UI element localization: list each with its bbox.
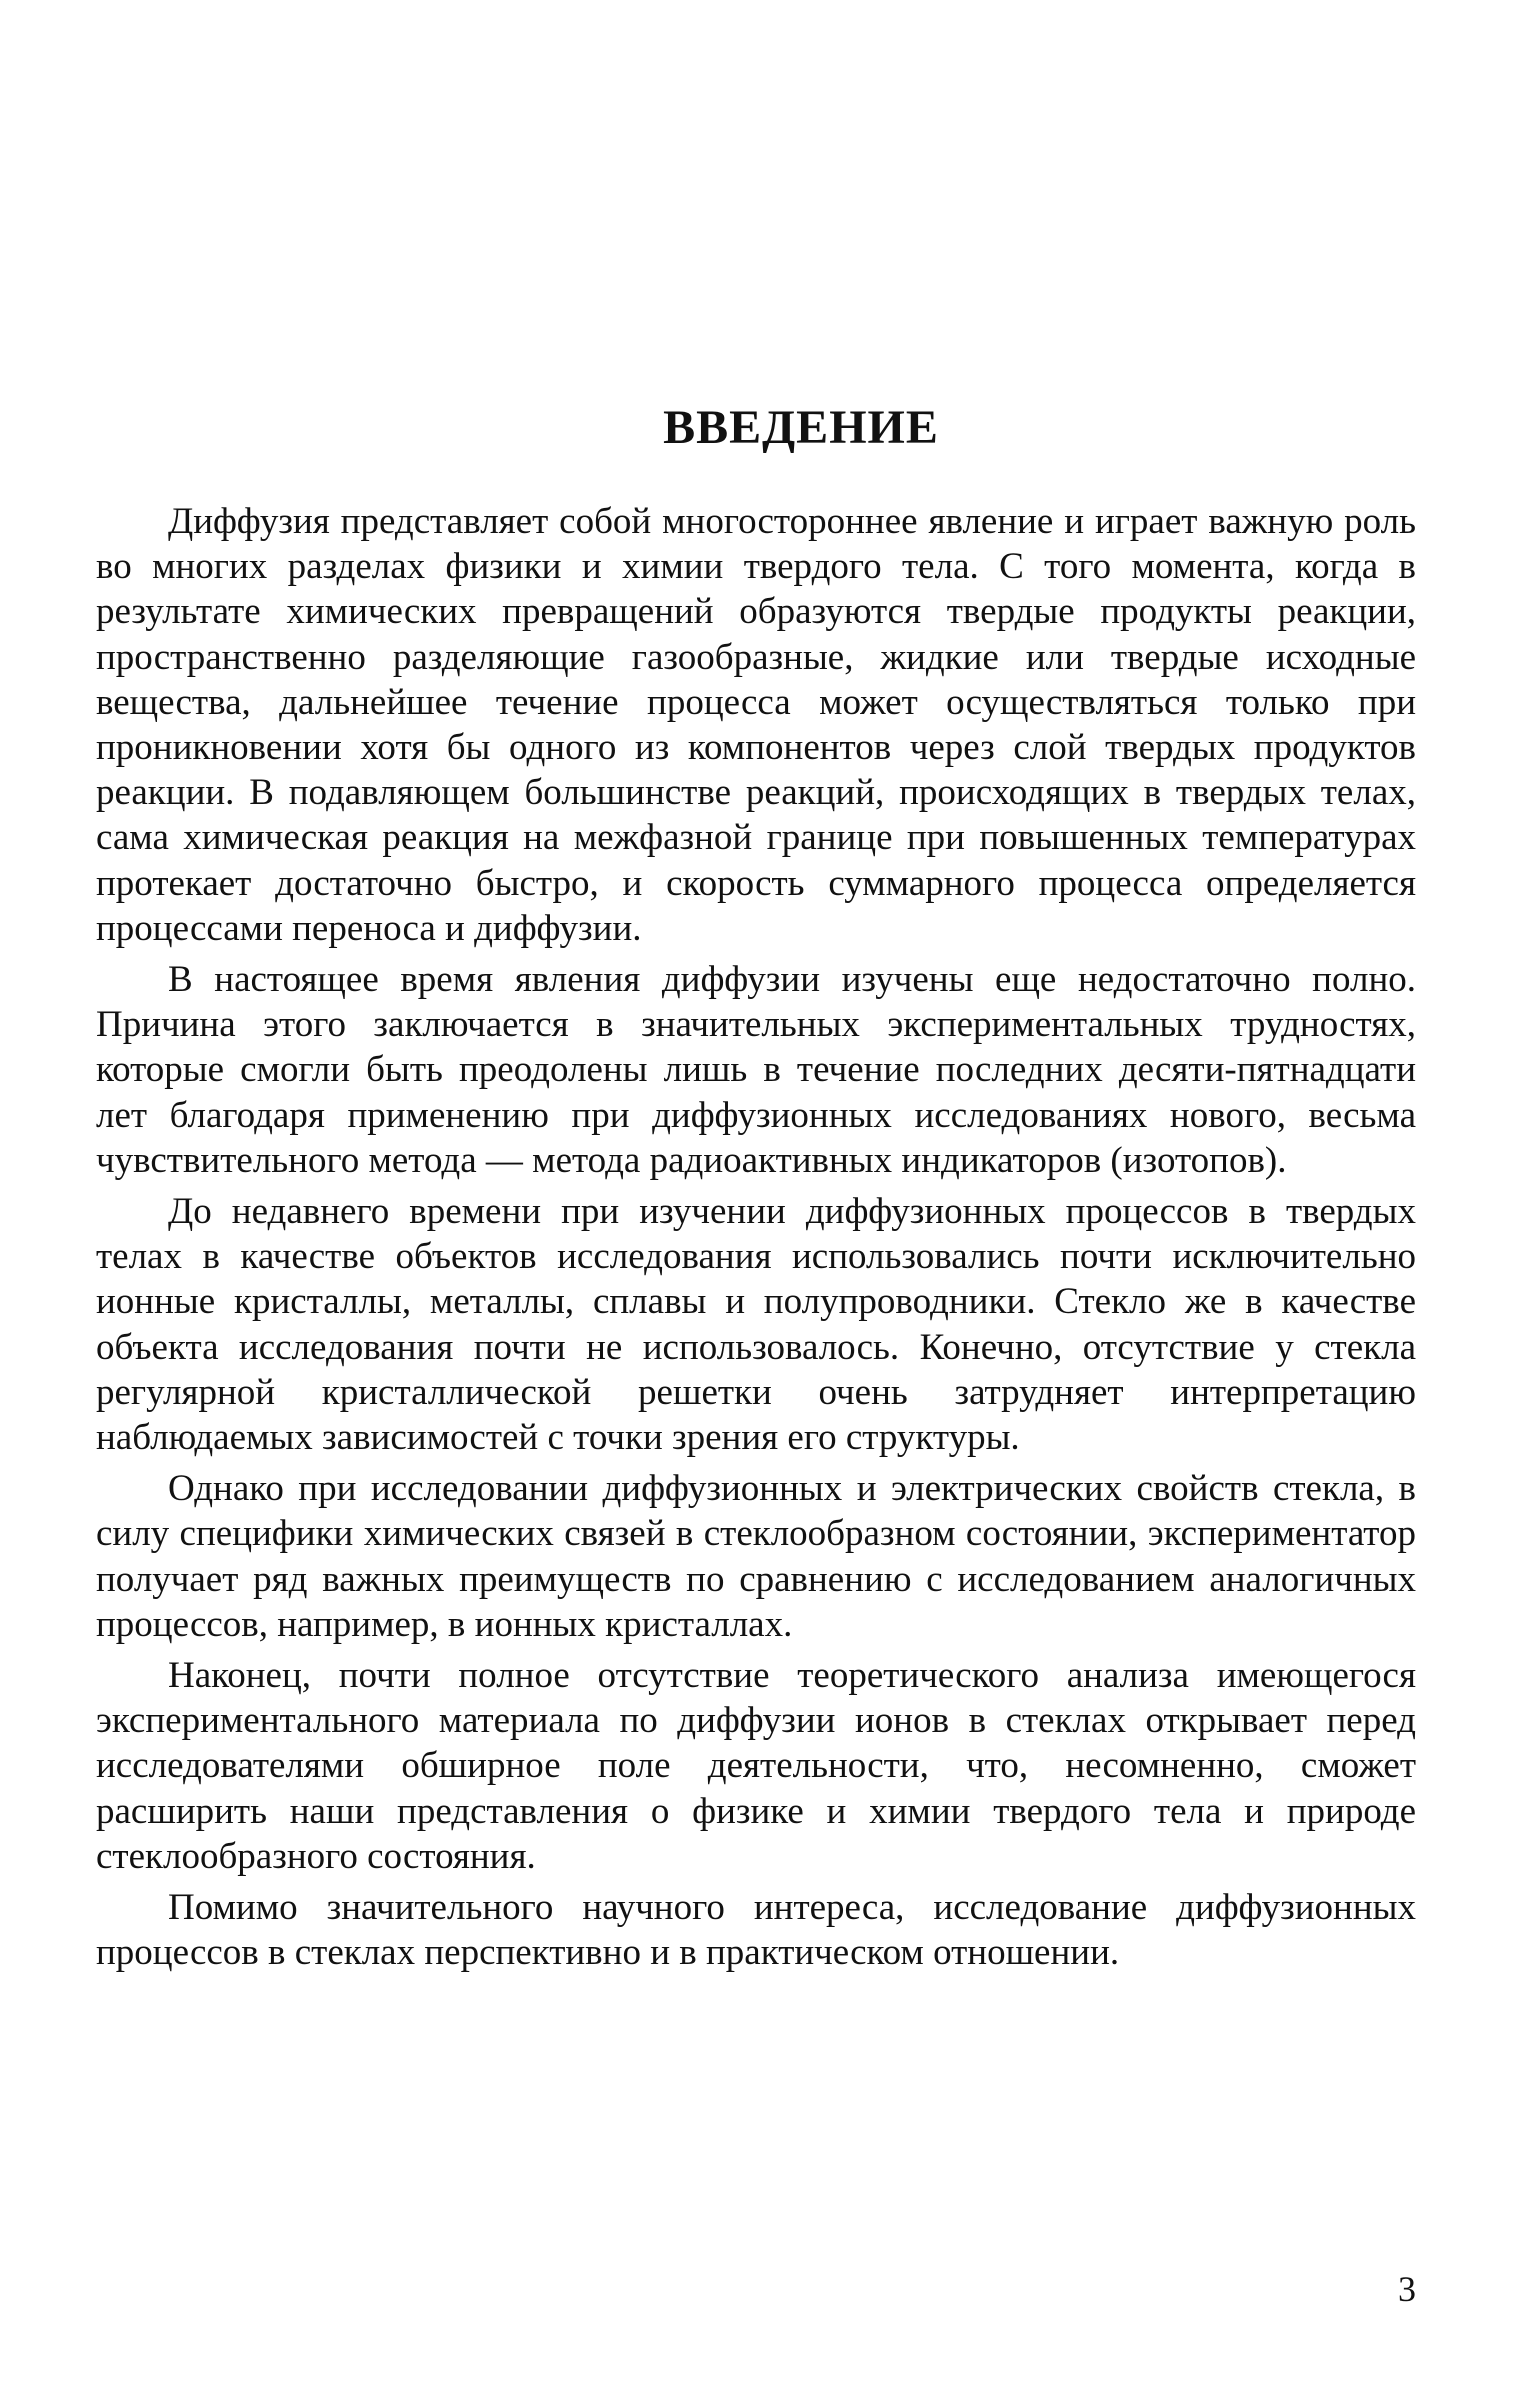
page-number: 3	[1398, 2269, 1416, 2309]
paragraph: В настоящее время явления диффузии изучены еще недостаточно полно. Причина этого заключается в значительных экспериментальных трудностях, которые смогли быть преодолены лишь в течение последних десяти-пятнадцати лет благодаря применению при диффузионных исследованиях нового, весьма чувствительного метода — метода радиоактивных индикаторов (изотопов).	[96, 959, 1416, 1181]
paragraph: До недавнего времени при изучении диффузионных процессов в твердых телах в качестве объектов исследования использовались почти исключительно ионные кристаллы, металлы, сплавы и полупроводники. Стекло же в качестве объекта исследования почти не использовалось. Конечно, отсутствие у стекла регулярной кристаллической решетки очень затрудняет интерпретацию наблюдаемых зависимостей с точки зрения его структуры.	[96, 1191, 1416, 1459]
paragraph: Наконец, почти полное отсутствие теоретического анализа имеющегося экспериментального материала по диффузии ионов в стеклах открывает перед исследователями обширное поле деятельности, что, несомненно, сможет расширить наши представления о физике и химии твердого тела и природе стеклообразного состояния.	[96, 1655, 1416, 1877]
paragraph: Однако при исследовании диффузионных и электрических свойств стекла, в силу специфики химических связей в стеклообразном состоянии, экспериментатор получает ряд важных преимуществ по сравнению с исследованием аналогичных процессов, например, в ионных кристаллах.	[96, 1468, 1416, 1645]
paragraph: Помимо значительного научного интереса, исследование диффузионных процессов в стеклах перспективно и в практическом отношении.	[96, 1887, 1416, 1974]
paragraph: Диффузия представляет собой многостороннее явление и играет важную роль во многих разделах физики и химии твердого тела. С того момента, когда в результате химических превращений образуются твердые продукты реакции, пространственно разделяющие газообразные, жидкие или твердые исходные вещества, дальнейшее течение процесса может осуществляться только при проникновении хотя бы одного из компонентов через слой твердых продуктов реакции. В подавляющем большинстве реакций, происходящих в твердых телах, сама химическая реакция на межфазной границе при повышенных температурах протекает достаточно быстро, и скорость суммарного процесса определяется процессами переноса и диффузии.	[96, 501, 1416, 949]
page-body	[96, 400, 1416, 1982]
page-title: ВВЕДЕНИЕ	[663, 401, 939, 454]
